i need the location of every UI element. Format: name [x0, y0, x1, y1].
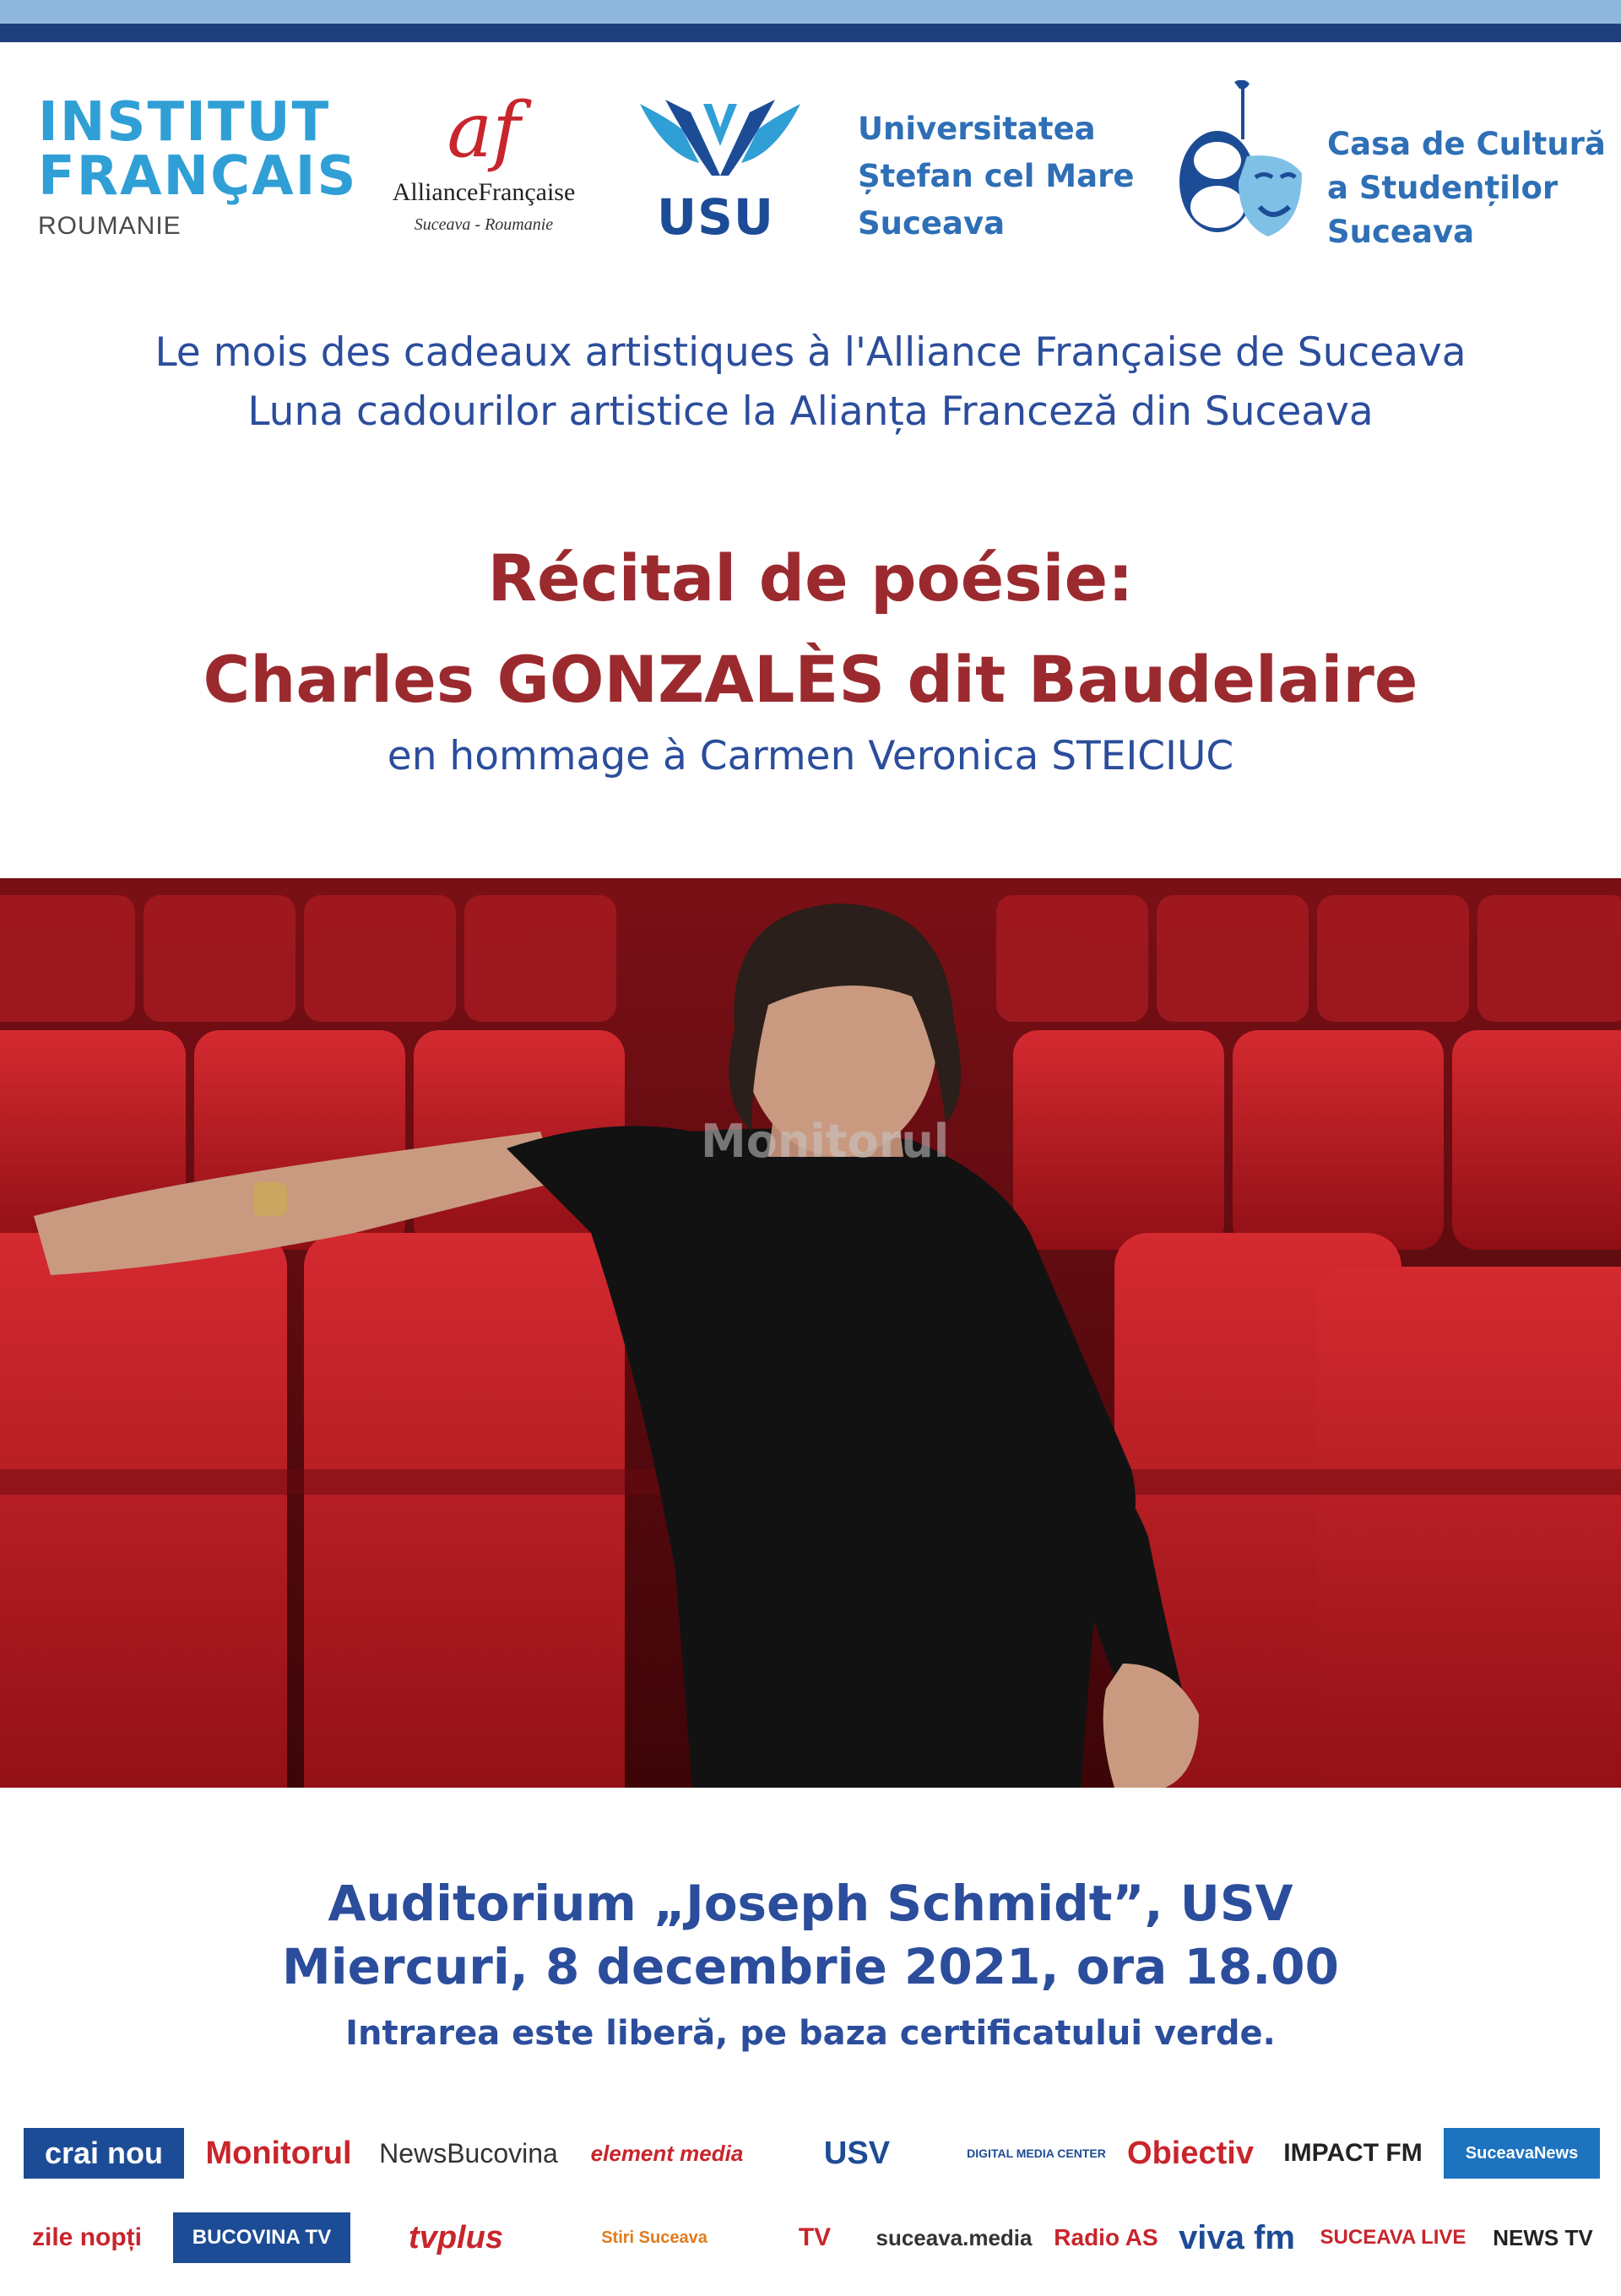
usu-logo	[632, 95, 809, 256]
subtitle-french: Le mois des cadeaux artistiques à l'Alliance Française de Suceava	[155, 329, 1466, 376]
event-venue: Auditorium „Joseph Schmidt”, USV	[328, 1875, 1293, 1932]
casa-cultura-line2: a Studenților	[1327, 170, 1559, 206]
alliance-francaise-name: AllianceFrançaise	[392, 178, 576, 206]
sponsor-logo: TV	[773, 2212, 857, 2263]
sponsor-logo: tvplus	[376, 2212, 536, 2263]
usv-name-logo	[858, 106, 1162, 249]
sponsor-logo: Stiri Suceava	[549, 2212, 760, 2263]
sponsor-logo: NEWS TV	[1482, 2212, 1604, 2263]
event-title-line2: Charles GONZALÈS dit Baudelaire	[203, 642, 1418, 717]
partner-logos-row	[0, 80, 1621, 266]
casa-cultura-line1: Casa de Cultură	[1327, 126, 1606, 162]
alliance-francaise-mark: af	[447, 86, 521, 175]
sponsor-logo: DIGITAL MEDIA CENTER	[962, 2128, 1110, 2179]
sponsor-logo: Obiectiv	[1119, 2128, 1262, 2179]
sponsor-logo: Radio AS	[1047, 2212, 1165, 2263]
sponsor-logo: crai nou	[24, 2128, 184, 2179]
sponsor-logo: NewsBucovina	[371, 2128, 566, 2179]
sponsors-row-2	[0, 2204, 1621, 2272]
violin-mask-icon	[1167, 80, 1310, 249]
usv-line2: Ștefan cel Mare	[858, 158, 1135, 194]
entry-info: Intrarea este liberă, pe baza certificatului verde.	[345, 2014, 1276, 2053]
performer-photo	[0, 878, 1621, 1788]
event-date: Miercuri, 8 decembrie 2021, ora 18.00	[282, 1938, 1339, 1995]
usu-text: USU	[657, 188, 774, 246]
sponsor-logo: BUCOVINA TV	[173, 2212, 350, 2263]
homage-line: en hommage à Carmen Veronica STEICIUC	[387, 733, 1234, 779]
casa-cultura-name-logo	[1327, 122, 1614, 258]
top-accent-bar	[0, 0, 1621, 24]
institut-francais-logo	[38, 91, 358, 256]
casa-cultura-emblem	[1167, 80, 1310, 249]
watermark: Monitorul	[701, 1115, 950, 1168]
alliance-francaise-sub: Suceava - Roumanie	[414, 215, 554, 234]
usv-line1: Universitatea	[858, 111, 1096, 147]
casa-cultura-line3: Suceava	[1327, 214, 1475, 250]
sponsor-logo: USV	[764, 2128, 950, 2179]
usv-line3: Suceava	[858, 205, 1006, 242]
sponsor-logo: Monitorul	[198, 2128, 359, 2179]
top-dark-bar	[0, 24, 1621, 42]
subtitle-romanian: Luna cadourilor artistice la Alianța Franceză din Suceava	[247, 388, 1374, 435]
usu-emblem-icon	[632, 95, 809, 193]
theatre-seats-photo	[0, 878, 1621, 1788]
institut-francais-line1: INSTITUT	[38, 91, 331, 154]
sponsor-logo: zile nopți	[24, 2212, 150, 2263]
event-title-line1: Récital de poésie:	[487, 540, 1134, 616]
sponsor-logo: SuceavaNews	[1444, 2128, 1600, 2179]
sponsor-logo: suceava.media	[870, 2212, 1038, 2263]
alliance-francaise-logo	[370, 86, 598, 258]
sponsor-logo: viva fm	[1169, 2212, 1304, 2263]
sponsor-logo: SUCEAVA LIVE	[1317, 2212, 1469, 2263]
sponsors-row-1	[0, 2120, 1621, 2187]
institut-francais-sub: ROUMANIE	[38, 212, 182, 240]
sponsor-logo: IMPACT FM	[1275, 2128, 1431, 2179]
institut-francais-line2: FRANÇAIS	[38, 145, 358, 208]
sponsor-logo: element media	[578, 2128, 756, 2179]
